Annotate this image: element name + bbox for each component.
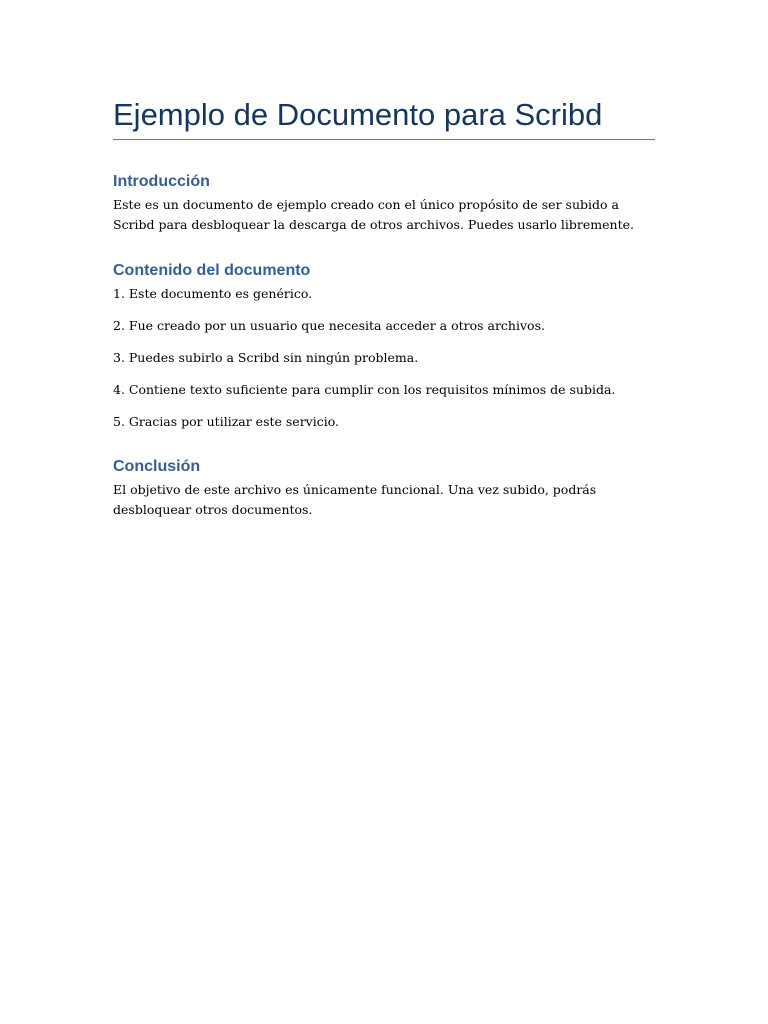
section-heading-introduccion: Introducción: [113, 173, 210, 190]
list-item: 3. Puedes subirlo a Scribd sin ningún problema.: [113, 350, 419, 365]
contenido-list: [113, 284, 655, 432]
conclusion-paragraph: El objetivo de este archivo es únicamente funcional. Una vez subido, podrás desbloquear otros documentos.: [113, 482, 597, 517]
list-item: 4. Contiene texto suficiente para cumplir con los requisitos mínimos de subida.: [113, 382, 616, 397]
list-item: 2. Fue creado por un usuario que necesita acceder a otros archivos.: [113, 318, 545, 333]
section-heading-contenido: Contenido del documento: [113, 262, 311, 279]
document-title: Ejemplo de Documento para Scribd: [113, 0, 655, 140]
document-page: [113, 0, 655, 520]
introduccion-paragraph: Este es un documento de ejemplo creado con el único propósito de ser subido a Scribd para desbloquear la descarga de otros archivos. Puedes usarlo libremente.: [113, 197, 634, 232]
list-item: 1. Este documento es genérico.: [113, 286, 313, 301]
list-item: 5. Gracias por utilizar este servicio.: [113, 414, 340, 429]
section-heading-conclusion: Conclusión: [113, 458, 201, 475]
